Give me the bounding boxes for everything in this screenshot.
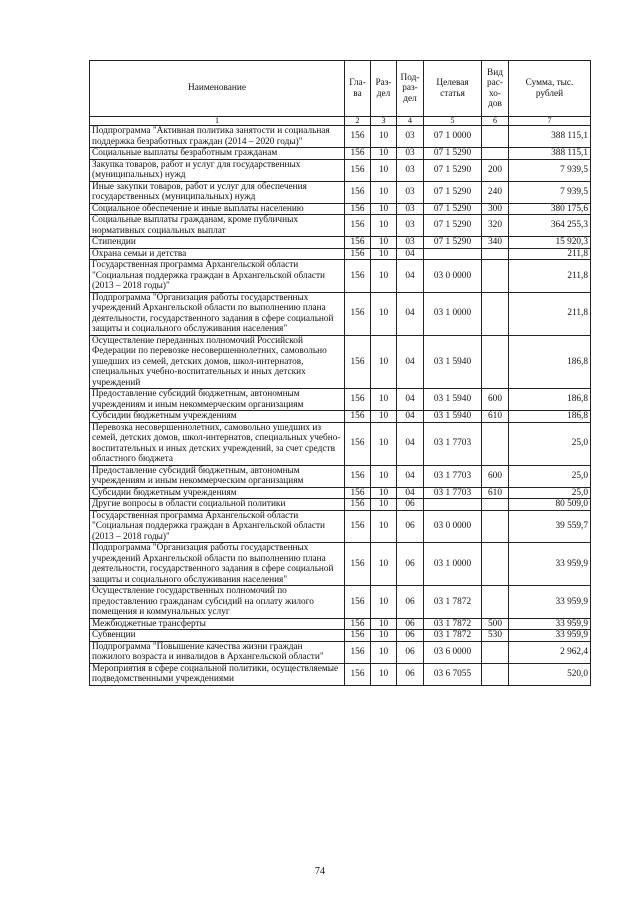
cell-razdel: 10	[371, 422, 397, 465]
table-body	[90, 126, 591, 686]
cell-name: Субсидии бюджетным учреждениям	[90, 487, 345, 499]
cell-statya: 07 1 5290	[424, 159, 482, 181]
table-row	[90, 148, 591, 160]
cell-name: Социальные выплаты гражданам, кроме публичных нормативных социальных выплат	[90, 215, 345, 237]
cell-glava: 156	[345, 510, 371, 543]
column-number: 2	[345, 117, 371, 126]
budget-table	[89, 60, 591, 686]
cell-podrazdel: 04	[397, 292, 424, 335]
cell-name: Осуществление переданных полномочий Российской Федерации по перевозке несовершеннолетних, самовольно ушедших из семей, детских домов, школ-интернатов, специальных учебно-воспитательных и иных детских учреждений	[90, 335, 345, 389]
column-number: 3	[371, 117, 397, 126]
cell-glava: 156	[345, 215, 371, 237]
table-row	[90, 389, 591, 411]
cell-podrazdel: 03	[397, 181, 424, 203]
cell-statya: 03 0 0000	[424, 260, 482, 293]
cell-razdel: 10	[371, 487, 397, 499]
cell-vid	[482, 292, 509, 335]
cell-razdel: 10	[371, 148, 397, 160]
cell-summa: 186,8	[509, 335, 591, 389]
cell-podrazdel: 03	[397, 126, 424, 148]
cell-summa: 25,0	[509, 487, 591, 499]
cell-podrazdel: 06	[397, 663, 424, 685]
cell-statya: 03 0 0000	[424, 510, 482, 543]
cell-summa: 7 939,5	[509, 159, 591, 181]
cell-glava: 156	[345, 248, 371, 260]
cell-podrazdel: 06	[397, 543, 424, 586]
cell-podrazdel: 04	[397, 335, 424, 389]
cell-summa: 186,8	[509, 389, 591, 411]
cell-summa: 15 920,3	[509, 237, 591, 249]
cell-name: Предоставление субсидий бюджетным, автономным учреждениям и иным некоммерческим организациям	[90, 465, 345, 487]
cell-summa: 388 115,1	[509, 148, 591, 160]
cell-glava: 156	[345, 543, 371, 586]
cell-podrazdel: 04	[397, 487, 424, 499]
cell-vid	[482, 126, 509, 148]
cell-podrazdel: 03	[397, 203, 424, 215]
table-row	[90, 260, 591, 293]
cell-vid: 240	[482, 181, 509, 203]
cell-razdel: 10	[371, 543, 397, 586]
cell-glava: 156	[345, 389, 371, 411]
cell-razdel: 10	[371, 618, 397, 630]
table-row	[90, 618, 591, 630]
cell-vid	[482, 422, 509, 465]
cell-vid: 340	[482, 237, 509, 249]
cell-podrazdel: 03	[397, 237, 424, 249]
cell-name: Другие вопросы в области социальной политики	[90, 499, 345, 511]
table-row	[90, 159, 591, 181]
cell-statya: 03 1 0000	[424, 543, 482, 586]
cell-statya: 03 1 7872	[424, 586, 482, 619]
cell-vid: 530	[482, 630, 509, 642]
column-number: 5	[424, 117, 482, 126]
cell-podrazdel: 03	[397, 159, 424, 181]
cell-glava: 156	[345, 422, 371, 465]
cell-summa: 520,0	[509, 663, 591, 685]
cell-razdel: 10	[371, 237, 397, 249]
cell-name: Подпрограмма "Повышение качества жизни граждан пожилого возраста и инвалидов в Архангельской области"	[90, 641, 345, 663]
cell-vid	[482, 499, 509, 511]
cell-statya: 07 1 5290	[424, 215, 482, 237]
header-glava: Гла- ва	[345, 61, 371, 117]
table-header-row	[90, 61, 591, 117]
cell-vid	[482, 248, 509, 260]
cell-glava: 156	[345, 237, 371, 249]
cell-statya	[424, 499, 482, 511]
cell-summa: 7 939,5	[509, 181, 591, 203]
cell-podrazdel: 03	[397, 215, 424, 237]
cell-podrazdel: 06	[397, 641, 424, 663]
header-summa: Сумма, тыс. рублей	[509, 61, 591, 117]
column-number: 4	[397, 117, 424, 126]
cell-summa: 33 959,9	[509, 630, 591, 642]
cell-summa: 33 959,9	[509, 586, 591, 619]
cell-statya	[424, 248, 482, 260]
cell-vid	[482, 148, 509, 160]
cell-glava: 156	[345, 411, 371, 423]
cell-statya: 03 6 0000	[424, 641, 482, 663]
cell-summa: 364 255,3	[509, 215, 591, 237]
cell-glava: 156	[345, 487, 371, 499]
cell-podrazdel: 06	[397, 586, 424, 619]
cell-glava: 156	[345, 499, 371, 511]
cell-vid: 610	[482, 411, 509, 423]
cell-razdel: 10	[371, 630, 397, 642]
cell-name: Государственная программа Архангельской области "Социальная поддержка граждан в Архангельской области (2013 – 2018 годы)"	[90, 510, 345, 543]
cell-razdel: 10	[371, 159, 397, 181]
cell-name: Иные закупки товаров, работ и услуг для обеспечения государственных (муниципальных) нужд	[90, 181, 345, 203]
cell-name: Государственная программа Архангельской области "Социальная поддержка граждан в Архангельской области (2013 – 2018 годы)"	[90, 260, 345, 293]
cell-name: Подпрограмма "Активная политика занятости и социальная поддержка безработных граждан (2014 – 2020 годы)"	[90, 126, 345, 148]
cell-name: Социальные выплаты безработным гражданам	[90, 148, 345, 160]
cell-vid	[482, 335, 509, 389]
column-number-row	[90, 117, 591, 126]
cell-podrazdel: 04	[397, 422, 424, 465]
cell-glava: 156	[345, 181, 371, 203]
header-vid: Вид рас- хо- дов	[482, 61, 509, 117]
cell-vid: 200	[482, 159, 509, 181]
table-row	[90, 411, 591, 423]
cell-statya: 07 1 0000	[424, 126, 482, 148]
cell-name: Мероприятия в сфере социальной политики, осуществляемые подведомственными учреждениями	[90, 663, 345, 685]
cell-summa: 211,8	[509, 260, 591, 293]
header-name: Наименование	[90, 61, 345, 117]
cell-vid	[482, 586, 509, 619]
table-row	[90, 237, 591, 249]
cell-summa: 211,8	[509, 292, 591, 335]
cell-glava: 156	[345, 335, 371, 389]
cell-razdel: 10	[371, 389, 397, 411]
cell-razdel: 10	[371, 465, 397, 487]
cell-glava: 156	[345, 641, 371, 663]
cell-summa: 211,8	[509, 248, 591, 260]
cell-statya: 03 1 5940	[424, 411, 482, 423]
cell-summa: 388 115,1	[509, 126, 591, 148]
cell-statya: 03 1 7703	[424, 465, 482, 487]
cell-name: Подпрограмма "Организация работы государственных учреждений Архангельской области по выполнению плана деятельности, государственного задания в сфере социальной защиты и социального обслуживания населения"	[90, 543, 345, 586]
cell-summa: 25,0	[509, 465, 591, 487]
cell-summa: 2 962,4	[509, 641, 591, 663]
cell-summa: 80 509,0	[509, 499, 591, 511]
cell-razdel: 10	[371, 260, 397, 293]
header-statya: Целевая статья	[424, 61, 482, 117]
column-number: 6	[482, 117, 509, 126]
cell-statya: 07 1 5290	[424, 203, 482, 215]
cell-vid	[482, 641, 509, 663]
cell-razdel: 10	[371, 641, 397, 663]
cell-name: Предоставление субсидий бюджетным, автономным учреждениям и иным некоммерческим организациям	[90, 389, 345, 411]
cell-statya: 07 1 5290	[424, 181, 482, 203]
cell-glava: 156	[345, 292, 371, 335]
cell-podrazdel: 04	[397, 411, 424, 423]
cell-vid: 610	[482, 487, 509, 499]
cell-statya: 03 6 7055	[424, 663, 482, 685]
table-row	[90, 203, 591, 215]
cell-summa: 186,8	[509, 411, 591, 423]
cell-razdel: 10	[371, 126, 397, 148]
cell-vid: 600	[482, 389, 509, 411]
cell-vid: 500	[482, 618, 509, 630]
cell-vid	[482, 663, 509, 685]
cell-glava: 156	[345, 663, 371, 685]
cell-podrazdel: 06	[397, 499, 424, 511]
cell-name: Охрана семьи и детства	[90, 248, 345, 260]
cell-podrazdel: 06	[397, 618, 424, 630]
cell-vid	[482, 510, 509, 543]
table-row	[90, 215, 591, 237]
cell-name: Субвенции	[90, 630, 345, 642]
table-row	[90, 586, 591, 619]
cell-statya: 03 1 7703	[424, 422, 482, 465]
cell-statya: 07 1 5290	[424, 237, 482, 249]
cell-glava: 156	[345, 203, 371, 215]
cell-razdel: 10	[371, 248, 397, 260]
table-row	[90, 499, 591, 511]
table-row	[90, 292, 591, 335]
cell-vid	[482, 260, 509, 293]
cell-summa: 39 559,7	[509, 510, 591, 543]
cell-statya: 03 1 7872	[424, 618, 482, 630]
cell-summa: 380 175,6	[509, 203, 591, 215]
cell-podrazdel: 04	[397, 248, 424, 260]
cell-statya: 03 1 7872	[424, 630, 482, 642]
cell-razdel: 10	[371, 215, 397, 237]
cell-vid: 300	[482, 203, 509, 215]
table-row	[90, 422, 591, 465]
cell-glava: 156	[345, 159, 371, 181]
cell-podrazdel: 04	[397, 260, 424, 293]
cell-razdel: 10	[371, 499, 397, 511]
cell-name: Осуществление государственных полномочий по предоставлению гражданам субсидий на оплату жилого помещения и коммунальных услуг	[90, 586, 345, 619]
table-row	[90, 126, 591, 148]
cell-summa: 25,0	[509, 422, 591, 465]
cell-podrazdel: 06	[397, 510, 424, 543]
cell-vid	[482, 543, 509, 586]
cell-name: Субсидии бюджетным учреждениям	[90, 411, 345, 423]
table-row	[90, 465, 591, 487]
header-podrazdel: Под- раз- дел	[397, 61, 424, 117]
cell-glava: 156	[345, 618, 371, 630]
cell-vid: 600	[482, 465, 509, 487]
table-row	[90, 543, 591, 586]
table-row	[90, 641, 591, 663]
cell-razdel: 10	[371, 411, 397, 423]
table-row	[90, 248, 591, 260]
cell-razdel: 10	[371, 586, 397, 619]
cell-glava: 156	[345, 465, 371, 487]
cell-glava: 156	[345, 126, 371, 148]
cell-glava: 156	[345, 148, 371, 160]
cell-razdel: 10	[371, 292, 397, 335]
cell-statya: 03 1 0000	[424, 292, 482, 335]
cell-statya: 07 1 5290	[424, 148, 482, 160]
table-row	[90, 487, 591, 499]
column-number: 7	[509, 117, 591, 126]
page-number: 74	[315, 866, 325, 877]
cell-name: Стипендии	[90, 237, 345, 249]
cell-name: Социальное обеспечение и иные выплаты населению	[90, 203, 345, 215]
cell-glava: 156	[345, 586, 371, 619]
table-row	[90, 663, 591, 685]
cell-summa: 33 959,9	[509, 618, 591, 630]
cell-glava: 156	[345, 260, 371, 293]
cell-summa: 33 959,9	[509, 543, 591, 586]
cell-razdel: 10	[371, 510, 397, 543]
cell-razdel: 10	[371, 203, 397, 215]
table-row	[90, 510, 591, 543]
cell-name: Межбюджетные трансферты	[90, 618, 345, 630]
column-number: 1	[90, 117, 345, 126]
header-razdel: Раз- дел	[371, 61, 397, 117]
cell-name: Подпрограмма "Организация работы государственных учреждений Архангельской области по выполнению плана деятельности, государственного задания в сфере социальной защиты и социального обслуживания населения"	[90, 292, 345, 335]
table-row	[90, 181, 591, 203]
cell-vid: 320	[482, 215, 509, 237]
cell-razdel: 10	[371, 663, 397, 685]
table-row	[90, 630, 591, 642]
cell-podrazdel: 03	[397, 148, 424, 160]
cell-razdel: 10	[371, 335, 397, 389]
cell-statya: 03 1 7703	[424, 487, 482, 499]
cell-podrazdel: 06	[397, 630, 424, 642]
table-row	[90, 335, 591, 389]
cell-statya: 03 1 5940	[424, 389, 482, 411]
cell-statya: 03 1 5940	[424, 335, 482, 389]
cell-podrazdel: 04	[397, 389, 424, 411]
cell-razdel: 10	[371, 181, 397, 203]
cell-name: Перевозка несовершеннолетних, самовольно ушедших из семей, детских домов, школ-интернатов, специальных учебно-воспитательных и иных детских учреждений, за счет средств областного бюджета	[90, 422, 345, 465]
cell-podrazdel: 04	[397, 465, 424, 487]
cell-name: Закупка товаров, работ и услуг для государственных (муниципальных) нужд	[90, 159, 345, 181]
cell-glava: 156	[345, 630, 371, 642]
